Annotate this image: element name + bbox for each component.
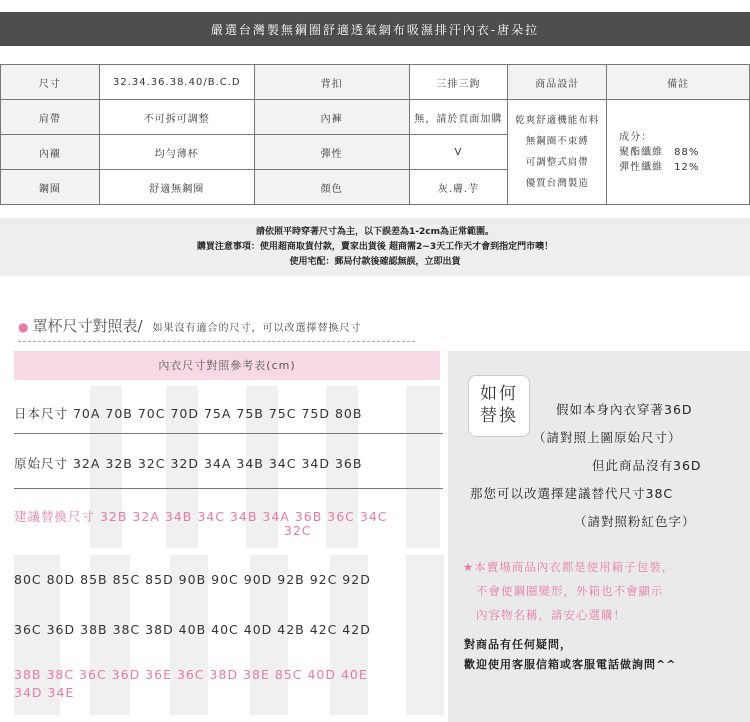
packaging-note-1: ★本賣場商品內衣都是使用箱子包裝， <box>463 560 675 574</box>
notice-line: 使用宅配：郵局付款後確認無誤，立即出貨 <box>289 257 461 267</box>
column-shade <box>406 386 440 548</box>
back-label: 背扣 <box>254 65 409 100</box>
purchase-notice <box>0 218 750 276</box>
elastic-label: 彈性 <box>254 135 409 170</box>
design-label: 商品設計 <box>508 65 607 100</box>
howto-line-4: 那您可以改選擇建議替代尺寸38C <box>470 486 674 501</box>
design-item: 乾爽舒適機能布料 <box>515 115 600 126</box>
wire-label: 鋼圈 <box>1 170 100 205</box>
packaging-note-2: 不會使鋼圈變形，外箱也不會顯示 <box>476 584 664 598</box>
lining-label: 內襯 <box>1 135 100 170</box>
column-shade <box>406 555 444 715</box>
composition-note <box>607 100 750 205</box>
section-title: 罩杯尺寸對照表/ <box>32 317 143 335</box>
japan-size-row-2: 80C 80D 85B 85C 85D 90B 90C 90D 92B 92C 92D <box>14 572 371 587</box>
dashed-divider <box>18 341 415 342</box>
row-divider <box>14 488 443 489</box>
howto-line-2: （請對照上圖原始尺寸） <box>533 430 682 445</box>
design-item: 優質台灣製造 <box>525 178 589 189</box>
contact-line-2: 歡迎使用客服信箱或客服電話做詢問^^ <box>464 658 677 671</box>
japan-size-row: 日本尺寸 70A 70B 70C 70D 75A 75B 75C 75D 80B <box>14 406 363 421</box>
suggested-size-row-2-cont: 34D 34E <box>14 685 75 700</box>
note-line: 聚酯纖維 88% <box>619 146 700 158</box>
packaging-note-3: 內容物名稱，請安心選購！ <box>476 608 626 622</box>
suggested-size-row: 建議替換尺寸 32B 32A 34B 34C 34B 34A 36B 36C 34C <box>14 509 388 524</box>
badge-line: 替換 <box>480 406 518 426</box>
bullet-dot-icon: ● <box>18 320 29 334</box>
back-value: 三排三鉤 <box>409 65 508 100</box>
design-list <box>508 100 607 205</box>
strap-label: 肩帶 <box>1 100 100 135</box>
badge-line: 如何 <box>480 384 518 404</box>
design-item: 可調整式肩帶 <box>525 157 589 168</box>
contact-line-1: 對商品有任何疑問， <box>464 638 572 651</box>
original-size-row: 原始尺寸 32A 32B 32C 32D 34A 34B 34C 34D 36B <box>14 456 363 471</box>
briefs-label: 內褲 <box>254 100 409 135</box>
note-label: 備註 <box>607 65 750 100</box>
color-label: 顏色 <box>254 170 409 205</box>
size-chart-heading <box>18 315 362 336</box>
size-value: 32.34.36.38.40/B.C.D <box>99 65 254 100</box>
how-to-replace-badge <box>468 375 530 437</box>
wire-value: 舒適無鋼圈 <box>99 170 254 205</box>
howto-line-1: 假如本身內衣穿著36D <box>556 402 693 417</box>
strap-value: 不可拆可調整 <box>99 100 254 135</box>
lining-value: 均勻薄杯 <box>99 135 254 170</box>
note-line: 成分： <box>619 131 653 143</box>
size-label: 尺寸 <box>1 65 100 100</box>
howto-line-3: 但此商品沒有36D <box>592 458 702 473</box>
reference-table-title: 內衣尺寸對照參考表(cm) <box>14 351 440 380</box>
color-value: 灰.膚.芋 <box>409 170 508 205</box>
original-size-row-2: 36C 36D 38B 38C 38D 40B 40C 40D 42B 42C 42D <box>14 622 371 637</box>
notice-line: 請依照平時穿著尺寸為主，以下誤差為1-2cm為正常範圍。 <box>256 227 494 237</box>
design-item: 無鋼圈不束縛 <box>525 136 589 147</box>
suggested-size-row-2: 38B 38C 36C 36D 36E 36C 38D 38E 85C 40D 40E <box>14 667 368 682</box>
section-subtitle: 如果沒有適合的尺寸，可以改選擇替換尺寸 <box>152 323 362 334</box>
elastic-value: V <box>409 135 508 170</box>
note-line: 彈性纖維 12% <box>619 161 700 173</box>
notice-line: 購買注意事項：使用超商取貨付款，賣家出貨後 超商需2~3天工作天才會到指定門市噢！ <box>196 242 554 252</box>
page-banner: 嚴選台灣製無鋼圈舒適透氣網布吸濕排汗內衣-唐朵拉 <box>0 12 750 46</box>
row-divider <box>14 433 443 434</box>
howto-line-5: （請對照粉紅色字） <box>574 514 696 529</box>
suggested-size-row-cont: 32C <box>284 523 312 538</box>
spec-table <box>0 64 750 205</box>
briefs-value: 無，請於頁面加購 <box>409 100 508 135</box>
